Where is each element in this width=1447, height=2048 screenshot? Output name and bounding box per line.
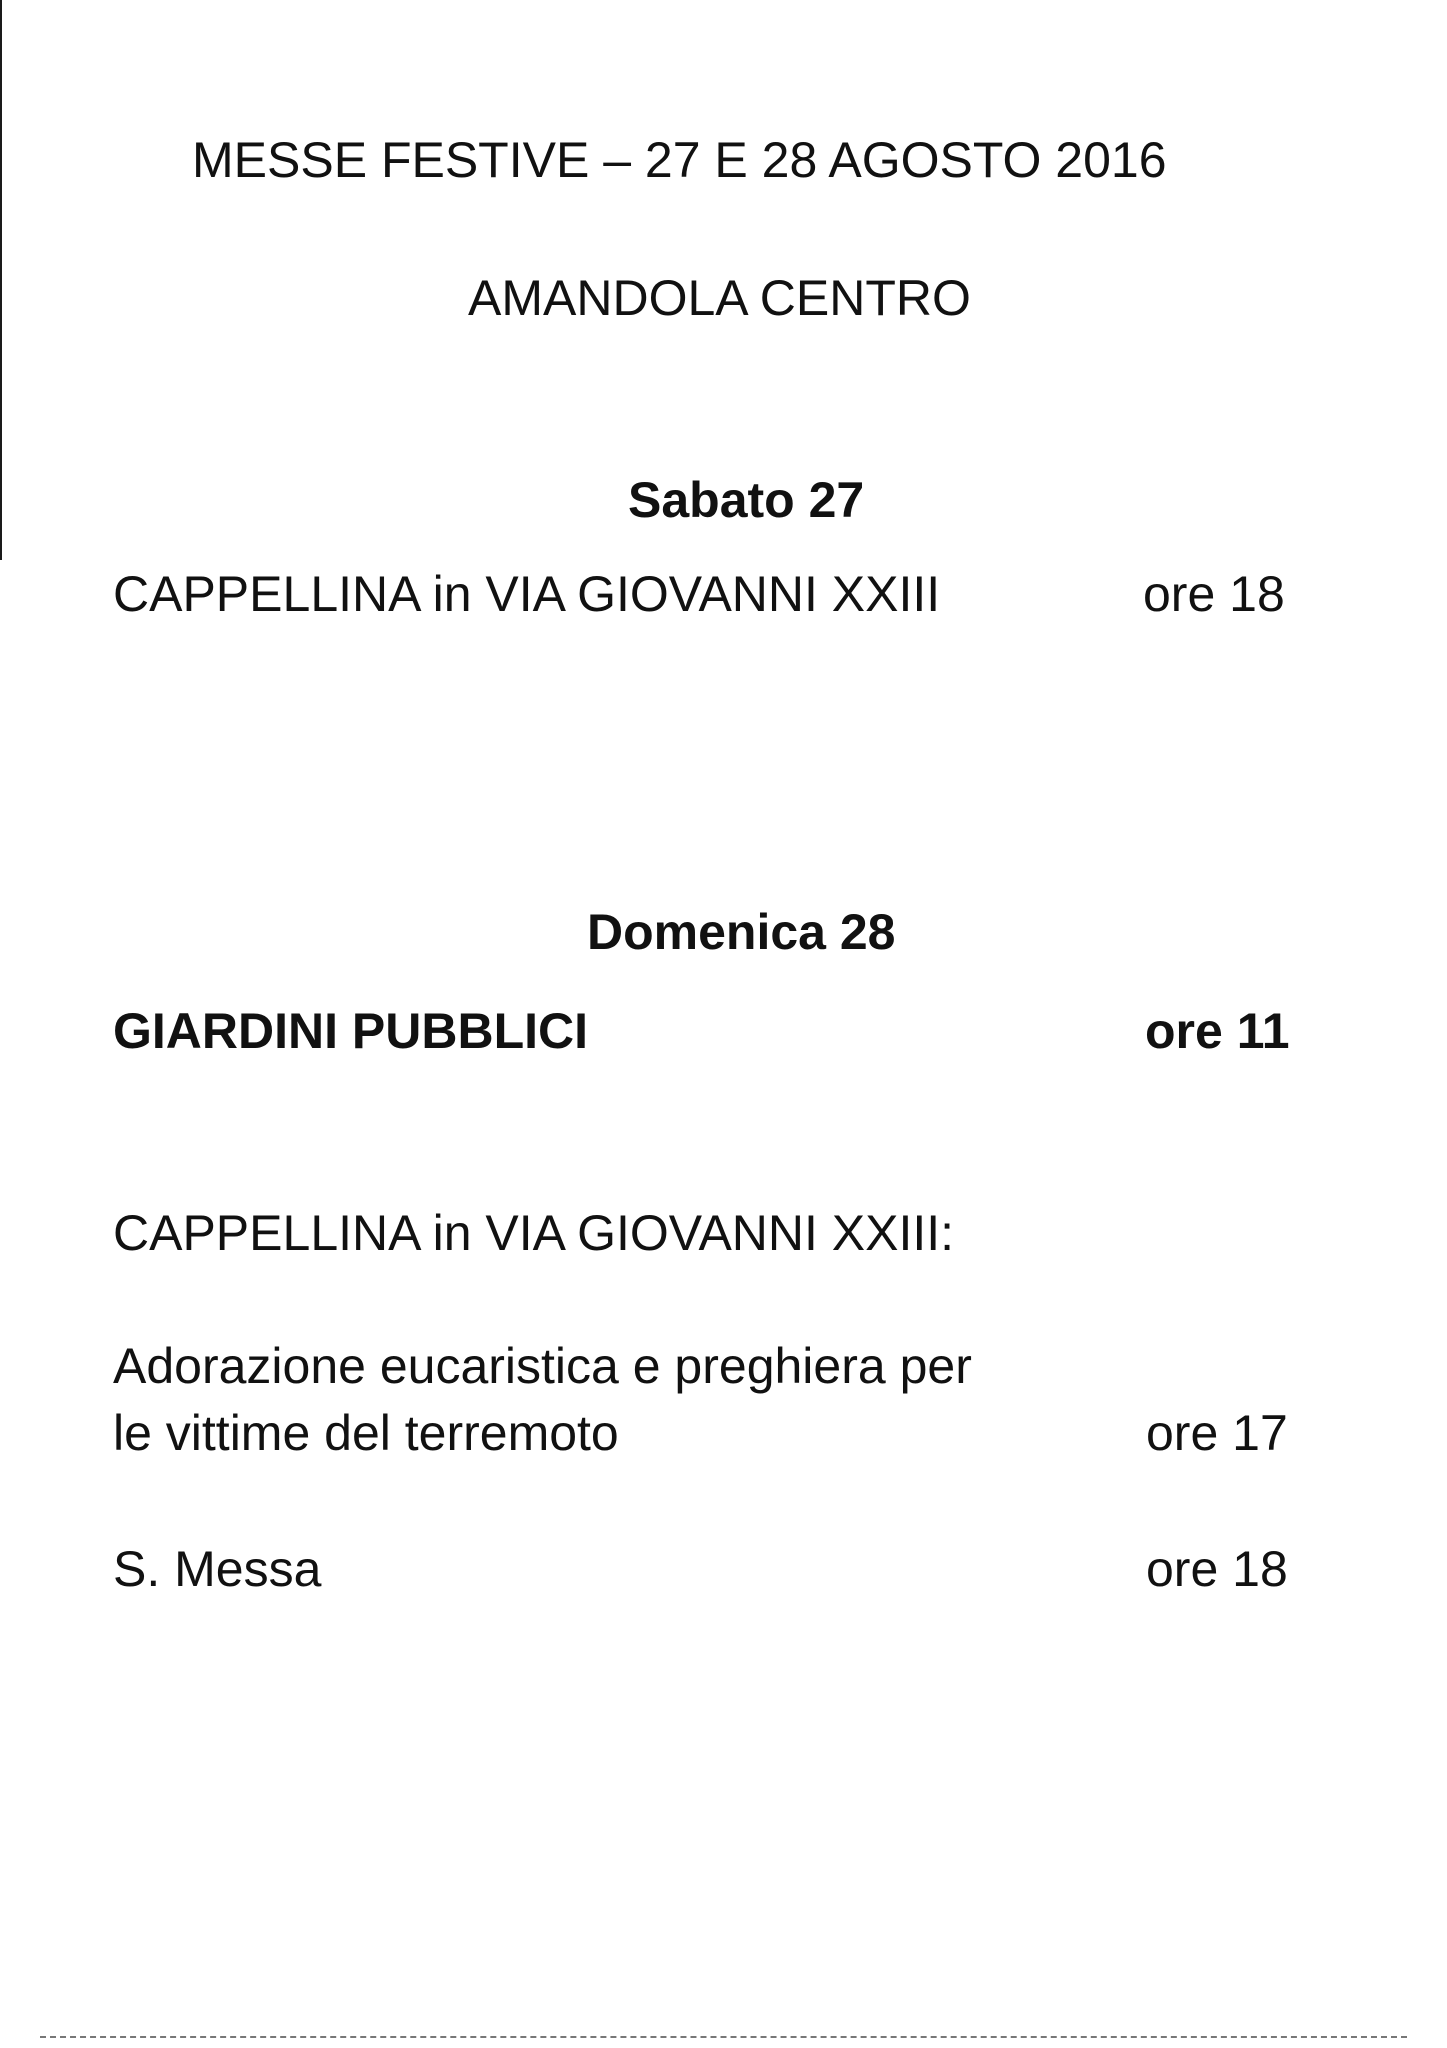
adoration-line-1: Adorazione eucaristica e preghiera per: [113, 1338, 972, 1394]
mass-time: ore 18: [1146, 1541, 1288, 1597]
sunday-main-place: GIARDINI PUBBLICI: [113, 1003, 588, 1059]
saturday-entry-place: CAPPELLINA in VIA GIOVANNI XXIII: [113, 566, 941, 622]
scan-bottom-edge: [40, 2036, 1407, 2038]
page-title: MESSE FESTIVE – 27 E 28 AGOSTO 2016: [192, 132, 1167, 188]
adoration-time: ore 17: [1146, 1405, 1288, 1461]
sunday-heading: Domenica 28: [587, 904, 896, 960]
chapel-heading: CAPPELLINA in VIA GIOVANNI XXIII:: [113, 1205, 955, 1261]
scan-edge-line: [0, 0, 2, 560]
saturday-entry-time: ore 18: [1143, 566, 1285, 622]
page-subtitle: AMANDOLA CENTRO: [468, 270, 971, 326]
mass-label: S. Messa: [113, 1541, 322, 1597]
sunday-main-time: ore 11: [1145, 1003, 1290, 1059]
saturday-heading: Sabato 27: [628, 472, 865, 528]
adoration-line-2: le vittime del terremoto: [113, 1405, 619, 1461]
